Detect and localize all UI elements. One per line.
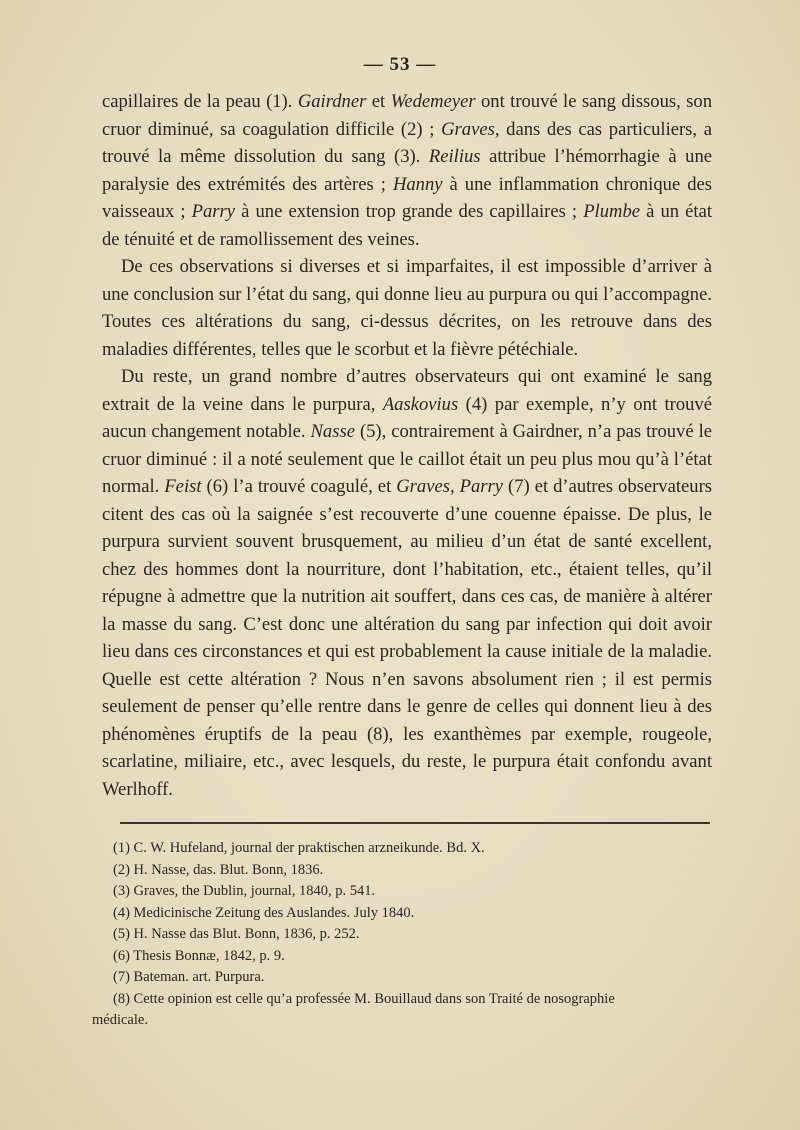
footnote: (6) Thesis Bonnæ, 1842, p. 9. — [113, 947, 285, 964]
text-run: à une inflammation chronique des vaisseaux ; — [102, 173, 713, 222]
footnote: (2) H. Nasse, das. Blut. Bonn, 1836. — [113, 861, 324, 878]
text-run: ont trouvé le sang dissous, son cruor diminué, sa coagulation difficile (2) ; — [102, 91, 713, 140]
footnote: (4) Medicinische Zeitung des Auslandes. July 1840. — [113, 904, 415, 921]
text-run: capillaires de la peau (1). — [102, 91, 298, 112]
italic-name: Aaskovius — [382, 393, 459, 415]
italic-name: Wedemeyer — [390, 91, 476, 112]
footnote: (8) Cette opinion est celle qu’a professée M. Bouillaud dans son Traité de nosographie — [113, 990, 615, 1007]
page-number: — 53 — — [363, 54, 437, 75]
paragraph — [102, 253, 712, 363]
text-run: De ces observations si diverses et si imparfaites, il est impossible d’arriver à une conclusion sur l’état du sang, qui donne lieu au purpura ou qui l’accompagne. Toutes ces altérations du sang, ci-dessus décrites, on les retrouve dans des maladies différentes, telles que le scorbut et la fièvre pétéchiale. — [102, 256, 712, 360]
text-run: attribue l’hémorrhagie à une paralysie des extrémités des artères ; — [102, 146, 712, 195]
footnote: (3) Graves, the Dublin, journal, 1840, p. 541. — [113, 883, 376, 899]
footnote-continuation: médicale. — [92, 1012, 148, 1028]
italic-name: Parry — [191, 201, 236, 222]
italic-name: Graves, — [396, 476, 455, 497]
text-run: (6) l’a trouvé coagulé, et — [201, 476, 397, 497]
italic-name: Reilius — [428, 146, 481, 167]
italic-name: Gairdner — [297, 91, 367, 112]
paragraph — [102, 88, 712, 253]
italic-name: Hanny — [392, 173, 443, 195]
italic-name: Feist — [164, 476, 202, 497]
paragraph — [102, 363, 712, 803]
text-run: (4) par exemple, n’y ont trouvé aucun changement notable. — [102, 393, 712, 442]
footnote: (5) H. Nasse das Blut. Bonn, 1836, p. 252. — [113, 926, 360, 942]
text-run: Du reste, un grand nombre d’autres observateurs qui ont examiné le sang extrait de la veine dans le purpura, — [102, 366, 712, 415]
italic-name: Parry — [459, 476, 504, 497]
text-run: dans des cas particuliers, a trouvé la même dissolution du sang (3). — [102, 118, 712, 167]
text-run: et — [366, 91, 391, 112]
text-run: (5), contrairement à Gairdner, n’a pas trouvé le cruor diminué : il a noté seulement que le caillot était un peu plus mou qu’à l’état normal. — [102, 421, 713, 497]
footnote: (7) Bateman. art. Purpura. — [113, 969, 265, 985]
italic-name: Graves, — [441, 118, 500, 140]
italic-name: Plumbe — [583, 201, 641, 222]
text-run: à un état de ténuité et de ramollissement des veines. — [102, 201, 712, 250]
footnote: (1) C. W. Hufeland, journal der praktischen arzneikunde. Bd. X. — [113, 840, 485, 856]
footnotes — [92, 838, 715, 1032]
italic-name: Nasse — [310, 421, 355, 442]
main-text — [102, 88, 712, 803]
text-run: à une extension trop grande des capillaires ; — [235, 201, 584, 222]
footnote-separator — [120, 822, 710, 824]
text-run: (7) et d’autres observateurs citent des cas où la saignée s’est recouverte d’une couenne épaisse. De plus, le purpura survient souvent brusquement, au milieu d’un état de santé excellent, chez des hommes dont la nourriture, dont l’habitation, etc., étaient telles, qu’il répugne à admettre que la nutrition ait souffert, dans ces cas, de manière à altérer la masse du sang. C’est donc une altération du sang par infection qui doit avoir lieu dans ces circonstances et qui est probablement la cause initiale de la maladie. Quelle est cette altération ? Nous n’en savons absolument rien ; il est permis seulement de penser qu’elle rentre dans le genre de celles qui donnent lieu à des phénomènes éruptifs de la peau (8), les exanthèmes par exemple, rougeole, scarlatine, miliaire, etc., avec lesquels, du reste, le purpura était confondu avant Werlhoff. — [102, 476, 712, 800]
